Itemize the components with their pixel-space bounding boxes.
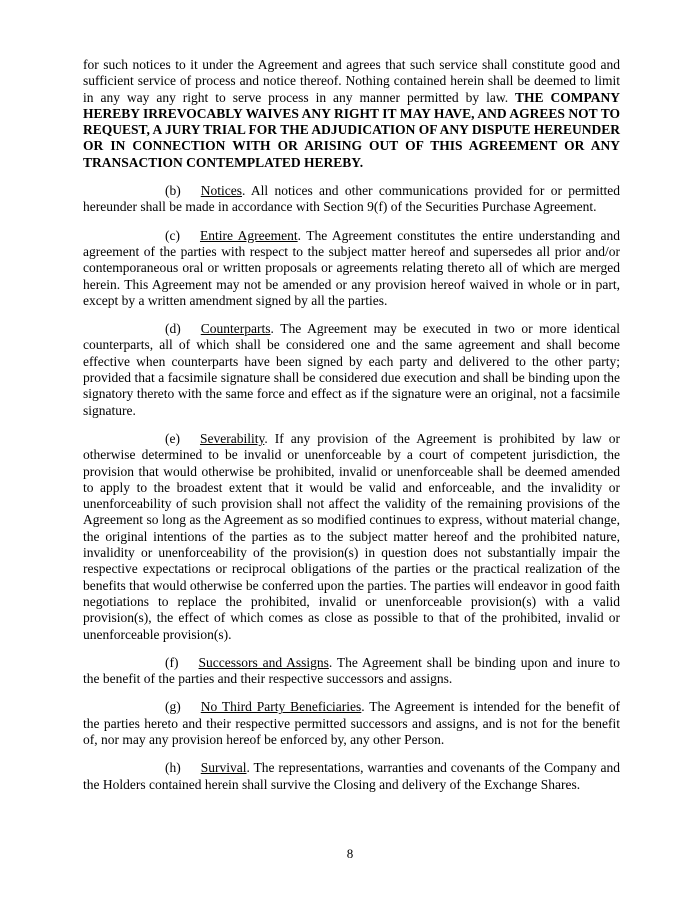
section-heading: Notices bbox=[200, 183, 242, 199]
intro-text: for such notices to it under the Agreement and agrees that such service shall constitute good and sufficient service of process and notice thereof. Nothing contained herein shall be deemed to limit in any way any right to serve process in any manner permitted by law. bbox=[83, 57, 620, 105]
section-body: . All notices and other communications provided for or permitted hereunder shall be made in accordance with Section 9(f) of the Securities Purchase Agreement. bbox=[83, 183, 620, 215]
section-body: . The representations, warranties and covenants of the Company and the Holders contained herein shall survive the Closing and delivery of the Exchange Shares. bbox=[83, 760, 620, 792]
section-label: (d) bbox=[165, 321, 181, 337]
section-body: . If any provision of the Agreement is prohibited by law or otherwise determined to be invalid or unenforceable by a court of competent jurisdiction, the provision that would otherwise be prohibited, invalid or unenforceable shall be deemed amended to apply to the broadest extent that it would be valid and enforceable, and the invalidity or unenforceability of such provision shall not affect the validity of the remaining provisions of the Agreement so long as the Agreement as so modified continues to express, without material change, the original intentions of the parties as to the subject matter hereof and the prohibited nature, invalidity or unenforceability of the provision(s) in question does not substantially impair the respective expectations or reciprocal obligations of the parties or the practical realization of the benefits that would otherwise be conferred upon the parties. The parties will endeavor in good faith negotiations to replace the prohibited, invalid or unenforceable provision(s) with a valid provision(s), the effect of which comes as close as possible to that of the prohibited, invalid or unenforceable provision(s). bbox=[83, 430, 620, 642]
section-paragraph-e bbox=[83, 431, 620, 643]
section-heading: Severability bbox=[199, 430, 265, 446]
section-paragraph-d bbox=[83, 321, 620, 419]
section-heading: Entire Agreement bbox=[199, 227, 298, 243]
section-heading: Successors and Assigns bbox=[198, 654, 329, 670]
section-heading: No Third Party Beneficiaries bbox=[200, 699, 362, 715]
section-label: (c) bbox=[165, 227, 180, 243]
section-body: . The Agreement is intended for the benefit of the parties hereto and their respective permitted successors and assigns, and is not for the benefit of, nor may any provision hereof be enforced by, any other Person. bbox=[83, 699, 620, 747]
section-label: (b) bbox=[165, 183, 181, 199]
section-heading: Counterparts bbox=[200, 321, 271, 337]
section-heading: Survival bbox=[200, 760, 247, 776]
section-body: . The Agreement constitutes the entire understanding and agreement of the parties with respect to the subject matter hereof and supersedes all prior and/or contemporaneous oral or written proposals or agreements relating thereto all of which are merged herein. This Agreement may not be amended or any provision hereof waived in whole or in part, except by a written amendment signed by all the parties. bbox=[83, 227, 620, 308]
section-paragraph-h bbox=[83, 760, 620, 793]
page-number: 8 bbox=[346, 845, 354, 861]
section-paragraph-f bbox=[83, 655, 620, 688]
intro-bold-waiver-text: THE COMPANY HEREBY IRREVOCABLY WAIVES ANY RIGHT IT MAY HAVE, AND AGREES NOT TO REQUEST, A JURY TRIAL FOR THE ADJUDICATION OF ANY DISPUTE HEREUNDER OR IN CONNECTION WITH OR ARISING OUT OF THIS AGREEMENT OR ANY TRANSACTION CONTEMPLATED HEREBY. bbox=[83, 89, 620, 170]
section-paragraph-g bbox=[83, 699, 620, 748]
intro-paragraph bbox=[83, 57, 620, 171]
section-body: . The Agreement may be executed in two or more identical counterparts, all of which shall be considered one and the same agreement and shall become effective when counterparts have been signed by each party and delivered to the other party; provided that a facsimile signature shall be considered due execution and shall be binding upon the signatory thereto with the same force and effect as if the signature were an original, not a facsimile signature. bbox=[83, 321, 620, 418]
section-label: (f) bbox=[165, 654, 179, 670]
section-label: (e) bbox=[165, 430, 180, 446]
section-label: (h) bbox=[165, 760, 181, 776]
section-body: . The Agreement shall be binding upon and inure to the benefit of the parties and their respective successors and assigns. bbox=[83, 654, 620, 687]
section-label: (g) bbox=[165, 699, 181, 715]
section-paragraph-c bbox=[83, 228, 620, 309]
section-paragraph-b bbox=[83, 183, 620, 216]
